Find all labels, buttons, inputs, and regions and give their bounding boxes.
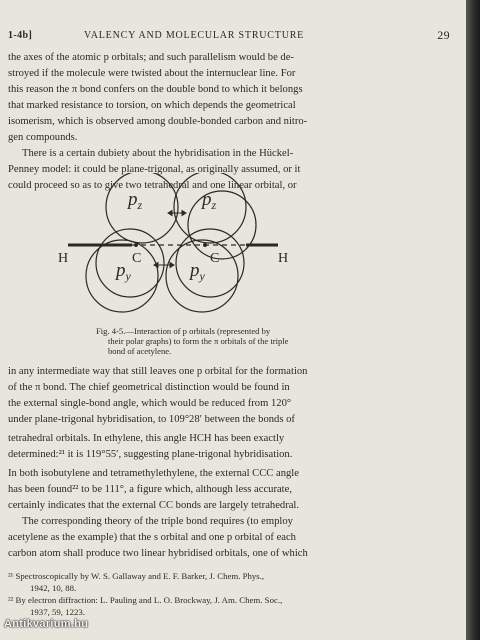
carbon-nucleus-right: [203, 243, 207, 247]
label-py-right: $p_y$: [190, 260, 205, 283]
text-line: determined:²¹ it is 119°55′, suggesting plane-trigonal hybridisation.: [8, 449, 293, 460]
carbon-nucleus-left: [134, 243, 138, 247]
caption-line: Fig. 4-5.—Interaction of p orbitals (represented by: [96, 326, 271, 336]
label-carbon-right: C: [210, 251, 220, 266]
label-carbon-left: C: [132, 251, 142, 266]
caption-line: bond of acetylene.: [108, 346, 172, 356]
text-line: Penney model: it could be plane-trigonal, as originally assumed, or it: [8, 164, 301, 175]
body-text-bottom: [8, 364, 450, 562]
text-line: tetrahedral orbitals. In ethylene, this angle HCH has been exactly: [8, 433, 285, 444]
py-lobe-back: [96, 229, 164, 297]
label-hydrogen-left: H: [58, 251, 69, 266]
running-title: VALENCY AND MOLECULAR STRUCTURE: [84, 30, 305, 41]
text-line: In both isobutylene and tetramethylethylene, the external CCC angle: [8, 468, 299, 479]
pz-lobe-back: [188, 191, 256, 259]
label-pz-right: $p_z$: [202, 189, 217, 212]
text-line: in any intermediate way that still leaves one p orbital for the formation: [8, 366, 308, 377]
footnote-21-cont: 1942, 10, 88.: [30, 583, 77, 593]
arrowhead: [154, 263, 158, 268]
text-line: certainly indicates that the external CC bonds are largely tetrahedral.: [8, 500, 300, 511]
text-line: the external single-bond angle, which would be reduced from 120°: [8, 398, 292, 409]
label-hydrogen-right: H: [278, 251, 289, 266]
arrowhead: [168, 211, 172, 216]
figure-caption: [96, 326, 396, 356]
footnote-22: ²² By electron diffraction: L. Pauling and L. O. Brockway, J. Am. Chem. Soc.,: [8, 595, 283, 605]
watermark-text: Antikvarium.hu: [4, 618, 89, 630]
page-number: 29: [437, 28, 450, 42]
text-line: acetylene as the example) that the s orbital and one p orbital of each: [8, 532, 296, 543]
text-line: The corresponding theory of the triple bond requires (to employ: [22, 516, 293, 527]
text-line: of the π bond. The chief geometrical distinction would be found in: [8, 382, 290, 393]
label-pz-left: $p_z$: [128, 189, 143, 212]
text-line: isomerism, which is observed among double-bonded carbon and nitro-: [8, 116, 308, 127]
text-line: There is a certain dubiety about the hybridisation in the Hückel-: [22, 148, 294, 159]
arrowhead: [182, 211, 186, 216]
arrowhead: [170, 263, 174, 268]
text-line: under plane-trigonal hybridisation, to 109°28′ between the bonds of: [8, 414, 295, 425]
footnotes: [8, 570, 450, 618]
footnote-22-cont: 1937, 59, 1223.: [30, 607, 85, 617]
text-line: gen compounds.: [8, 132, 78, 143]
section-number: 1-4b]: [8, 30, 33, 41]
text-line: stroyed if the molecule were twisted about the internuclear line. For: [8, 68, 296, 79]
orbital-diagram: [50, 173, 380, 323]
text-line: has been found²² to be 111°, a figure which, although less accurate,: [8, 484, 292, 495]
footnote-21: ²¹ Spectroscopically by W. S. Gallaway and E. F. Barker, J. Chem. Phys.,: [8, 571, 265, 581]
label-py-left: $p_y$: [116, 260, 131, 283]
text-line: could proceed so as to give two tetrahedral and one linear orbital, or: [8, 180, 297, 191]
text-line: this reason the π bond confers on the double bond to which it belongs: [8, 84, 303, 95]
caption-line: their polar graphs) to form the π orbitals of the triple: [108, 336, 289, 346]
text-line: carbon atom shall produce two linear hybridised orbitals, one of which: [8, 548, 308, 559]
text-line: the axes of the atomic p orbitals; and such parallelism would be de-: [8, 52, 294, 63]
running-header: [8, 30, 450, 44]
book-spine-edge: [466, 0, 480, 640]
text-line: that marked resistance to torsion, on which depends the geometrical: [8, 100, 296, 111]
